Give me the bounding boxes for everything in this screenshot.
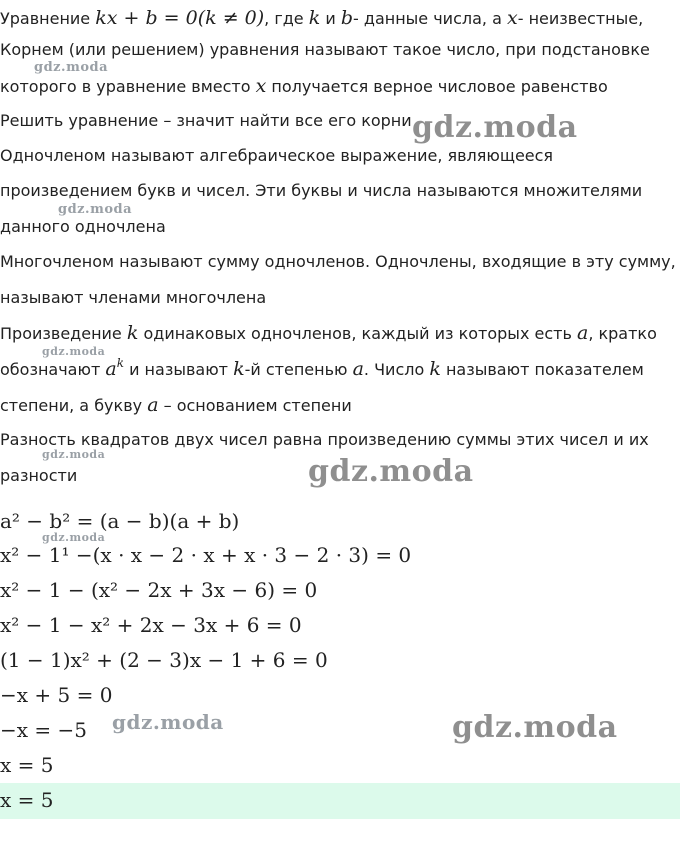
- equation-step-5: −x + 5 = 0: [0, 683, 113, 707]
- theory-line-6: произведением букв и чисел. Эти буквы и числа называются множителями: [0, 181, 643, 200]
- watermark: gdz.moda: [452, 710, 618, 745]
- watermark: gdz.moda: [42, 345, 106, 358]
- watermark: gdz.moda: [308, 454, 474, 489]
- watermark: gdz.moda: [112, 710, 224, 734]
- equation-step-3: x² − 1 − x² + 2x − 3x + 6 = 0: [0, 613, 302, 637]
- theory-line-5: Одночленом называют алгебраическое выражение, являющееся: [0, 146, 554, 165]
- theory-line-4: Решить уравнение – значит найти все его корни: [0, 111, 412, 130]
- theory-line-1: Уравнение kx + b = 0(k ≠ 0), где k и b- данные числа, а x- неизвестные,: [0, 7, 644, 29]
- equation-difference-of-squares: a² − b² = (a − b)(a + b): [0, 509, 240, 533]
- theory-line-9: называют членами многочлена: [0, 288, 267, 307]
- theory-line-3: которого в уравнение вместо x получается верное числовое равенство: [0, 75, 608, 97]
- watermark: gdz.moda: [42, 531, 106, 544]
- theory-line-2: Корнем (или решением) уравнения называют такое число, при подстановке: [0, 40, 650, 59]
- equation-step-4: (1 − 1)x² + (2 − 3)x − 1 + 6 = 0: [0, 648, 328, 672]
- equation-step-6: −x = −5: [0, 718, 87, 742]
- watermark: gdz.moda: [412, 110, 578, 145]
- equation-step-7: x = 5: [0, 753, 54, 777]
- equation-step-1: x² − 1¹ −(x · x − 2 · x + x · 3 − 2 · 3) = 0: [0, 543, 412, 567]
- equation-step-2: x² − 1 − (x² − 2x + 3x − 6) = 0: [0, 578, 318, 602]
- theory-line-14: разности: [0, 466, 78, 485]
- linear-equation-formula: kx + b = 0(k ≠ 0): [95, 7, 265, 29]
- theory-line-11: обозначают $a^k$ и называют k-й степенью a. Число k называют показателем: [0, 356, 644, 380]
- answer-highlight: x = 5: [0, 783, 680, 819]
- theory-line-7: данного одночлена: [0, 217, 166, 236]
- watermark: gdz.moda: [42, 448, 106, 461]
- watermark: gdz.moda: [58, 202, 133, 217]
- watermark: gdz.moda: [34, 60, 109, 75]
- theory-line-8: Многочленом называют сумму одночленов. Одночлены, входящие в эту сумму,: [0, 252, 676, 271]
- theory-line-12: степени, а букву a – основанием степени: [0, 394, 352, 416]
- theory-line-10: Произведение k одинаковых одночленов, каждый из которых есть a, кратко: [0, 322, 657, 344]
- theory-line-13: Разность квадратов двух чисел равна произведению суммы этих чисел и их: [0, 430, 649, 449]
